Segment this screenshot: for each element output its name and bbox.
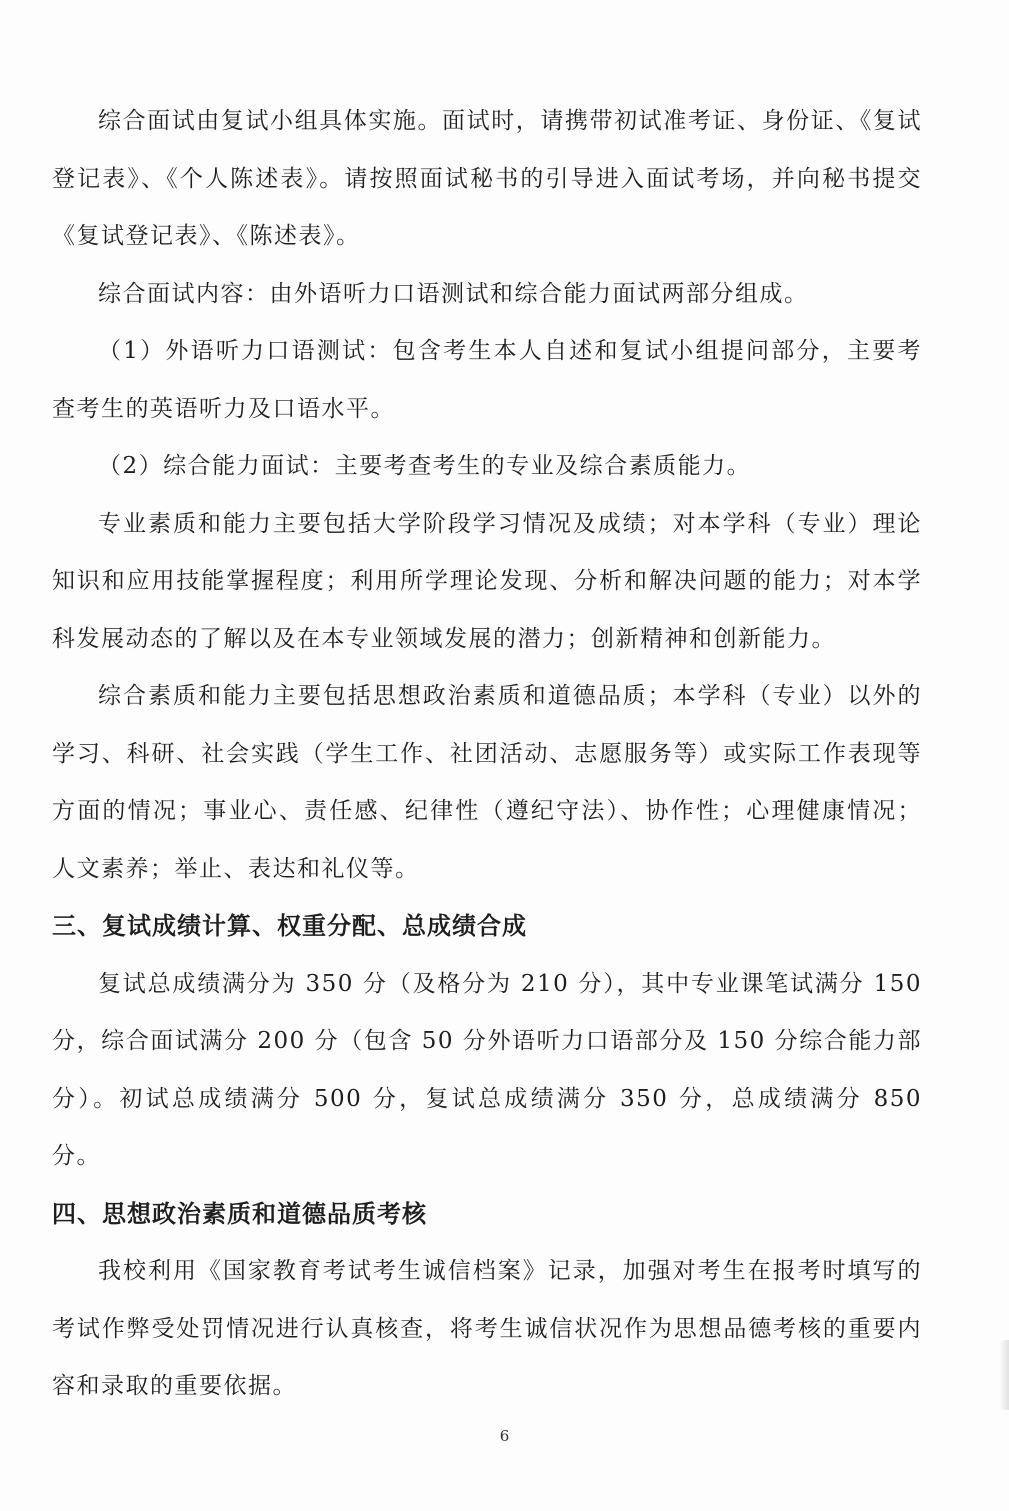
paragraph-interview-content: 综合面试内容：由外语听力口语测试和综合能力面试两部分组成。	[98, 280, 809, 307]
paragraph-language-test: （1）外语听力口语测试：包含考生本人自述和复试小组提问部分，主要考查考生的英语听力及口语水平。	[52, 338, 922, 422]
page-number: 6	[499, 1427, 510, 1445]
section-heading-score-calculation: 三、复试成绩计算、权重分配、总成绩合成	[52, 912, 527, 940]
paragraph-comprehensive-quality: 综合素质和能力主要包括思想政治素质和道德品质；本学科（专业）以外的学习、科研、社会实践（学生工作、社团活动、志愿服务等）或实际工作表现等方面的情况；事业心、责任感、纪律性（遵纪守法）、协作性；心理健康情况；人文素养；举止、表达和礼仪等。	[52, 683, 922, 882]
paragraph-interview-procedure: 综合面试由复试小组具体实施。面试时，请携带初试准考证、身份证、《复试登记表》、《个人陈述表》。请按照面试秘书的引导进入面试考场，并向秘书提交《复试登记表》、《陈述表》。	[52, 108, 922, 249]
document-body	[52, 93, 922, 1416]
paragraph-integrity-check: 我校利用《国家教育考试考生诚信档案》记录，加强对考生在报考时填写的考试作弊受处罚情况进行认真核查，将考生诚信状况作为思想品德考核的重要内容和录取的重要依据。	[52, 1258, 922, 1399]
paragraph-ability-interview: （2）综合能力面试：主要考查考生的专业及综合素质能力。	[98, 453, 752, 479]
scan-edge-shadow	[999, 1340, 1009, 1410]
section-heading-moral-assessment: 四、思想政治素质和道德品质考核	[52, 1199, 427, 1228]
paragraph-professional-quality: 专业素质和能力主要包括大学阶段学习情况及成绩；对本学科（专业）理论知识和应用技能掌握程度；利用所学理论发现、分析和解决问题的能力；对本学科发展动态的了解以及在本专业领域发展的潜力；创新精神和创新能力。	[52, 510, 922, 652]
paragraph-score-details: 复试总成绩满分为 350 分（及格分为 210 分），其中专业课笔试满分 150 分，综合面试满分 200 分（包含 50 分外语听力口语部分及 150 分综合能力部分）。初试总成绩满分 500 分，复试总成绩满分 350 分，总成绩满分 850 分。	[52, 970, 922, 1169]
